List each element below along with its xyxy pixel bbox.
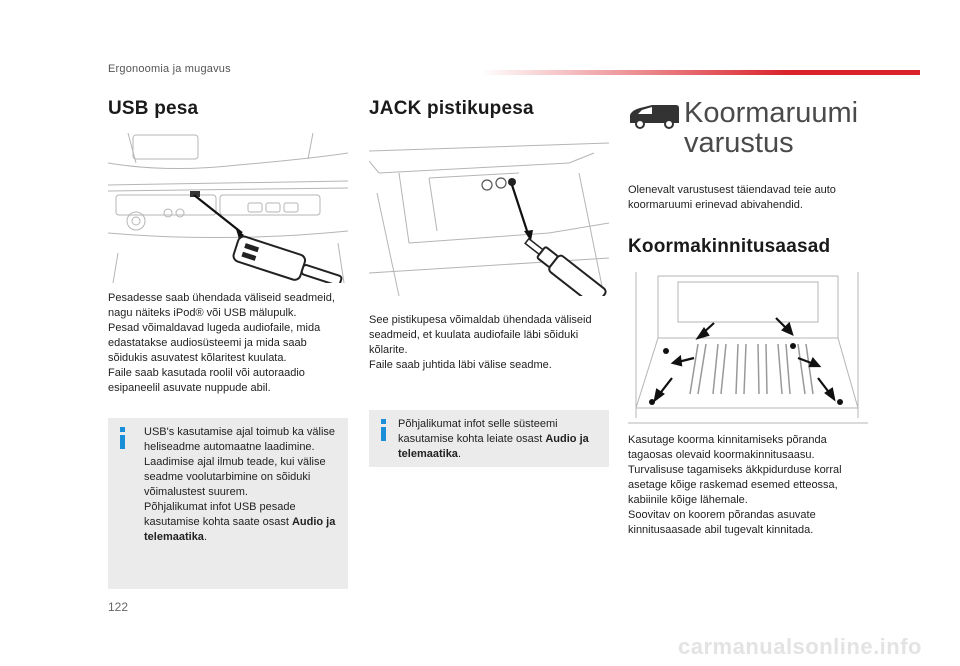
cargo-text-line: Soovitav on koorem põrandas asuvate [628, 509, 816, 521]
jack-title: JACK pistikupesa [369, 98, 534, 119]
jack-note-line: Põhjalikumat infot selle süsteemi [398, 418, 558, 430]
van-icon [628, 103, 680, 129]
usb-text-line: sõidukis asuvatest kõlaritest kuulata. [108, 352, 287, 364]
jack-info-note [369, 410, 609, 467]
usb-text-line: esipaneelil asuvate nuppude abil. [108, 382, 271, 394]
cargo-text-line: asetage kõige raskemad esemed etteossa, [628, 479, 838, 491]
usb-note-line: USB's kasutamise ajal toimub ka välise [144, 426, 336, 438]
jack-text-line: Faile saab juhtida läbi välise seadme. [369, 359, 552, 371]
jack-text-line: seadmeid, et kuulata audiofaile läbi sõiduki [369, 329, 579, 341]
jack-illustration [369, 133, 609, 296]
cargo-illustration [628, 268, 868, 428]
cargo-title-line: Koormaruumi [684, 97, 859, 129]
cargo-text-line: Kasutage koorma kinnitamiseks põranda [628, 434, 827, 446]
usb-text-line: nagu näiteks iPod® või USB mälupulk. [108, 307, 297, 319]
usb-note-line: Põhjalikumat infot USB pesade [144, 501, 296, 513]
jack-note-link: telemaatika [398, 448, 458, 460]
jack-note-link: Audio ja [545, 433, 589, 445]
jack-note-line: kasutamise kohta leiate osast [398, 433, 546, 445]
cargo-text-line: Turvalisuse tagamiseks äkkpidurduse korral [628, 464, 842, 476]
usb-info-note [108, 418, 348, 589]
cargo-description [628, 433, 868, 538]
cargo-intro [628, 183, 868, 213]
jack-note-end: . [457, 448, 461, 460]
page-number: 122 [108, 600, 129, 614]
cargo-text-line: tagaosas olevaid koormakinnitusaasu. [628, 449, 815, 461]
cargo-title-line: varustus [684, 127, 794, 159]
usb-note-link: telemaatika [144, 531, 204, 543]
usb-text-line: Pesad võimaldavad lugeda audiofaile, mida [108, 322, 321, 334]
usb-note-line: heliseadme automaatne laadimine. [144, 441, 315, 453]
usb-note-line: Laadimise ajal ilmub teade, kui välise [144, 456, 326, 468]
cargo-intro-line: Olenevalt varustusest täiendavad teie auto [628, 184, 836, 196]
watermark: carmanualsonline.info [678, 634, 922, 659]
jack-description [369, 313, 609, 373]
cargo-title [684, 98, 858, 158]
usb-note-line: kasutamise kohta saate osast [144, 516, 292, 528]
section-header: Ergonoomia ja mugavus [108, 63, 231, 75]
jack-text-line: kõlarite. [369, 344, 408, 356]
usb-title: USB pesa [108, 98, 199, 119]
cargo-text-line: kinnitusaasade abil tugevalt kinnitada. [628, 524, 814, 536]
usb-note-line: seadme voolutarbimine on sõiduki [144, 471, 311, 483]
cargo-subtitle: Koormakinnitusaasad [628, 236, 831, 257]
usb-text-line: Faile saab kasutada roolil või autoraadio [108, 367, 305, 379]
usb-illustration [108, 133, 348, 283]
header-accent-line [480, 70, 920, 75]
cargo-text-line: kabiinile kõige lähemale. [628, 494, 748, 506]
usb-description [108, 291, 348, 396]
usb-text-line: edastatakse audiosüsteemi ja mida saab [108, 337, 307, 349]
cargo-intro-line: koormaruumi erinevad abivahendid. [628, 199, 803, 211]
jack-text-line: See pistikupesa võimaldab ühendada väliseid [369, 314, 592, 326]
usb-note-end: . [203, 531, 207, 543]
usb-text-line: Pesadesse saab ühendada väliseid seadmeid, [108, 292, 335, 304]
usb-note-line: võimalustest suurem. [144, 486, 248, 498]
usb-note-link: Audio ja [291, 516, 336, 528]
